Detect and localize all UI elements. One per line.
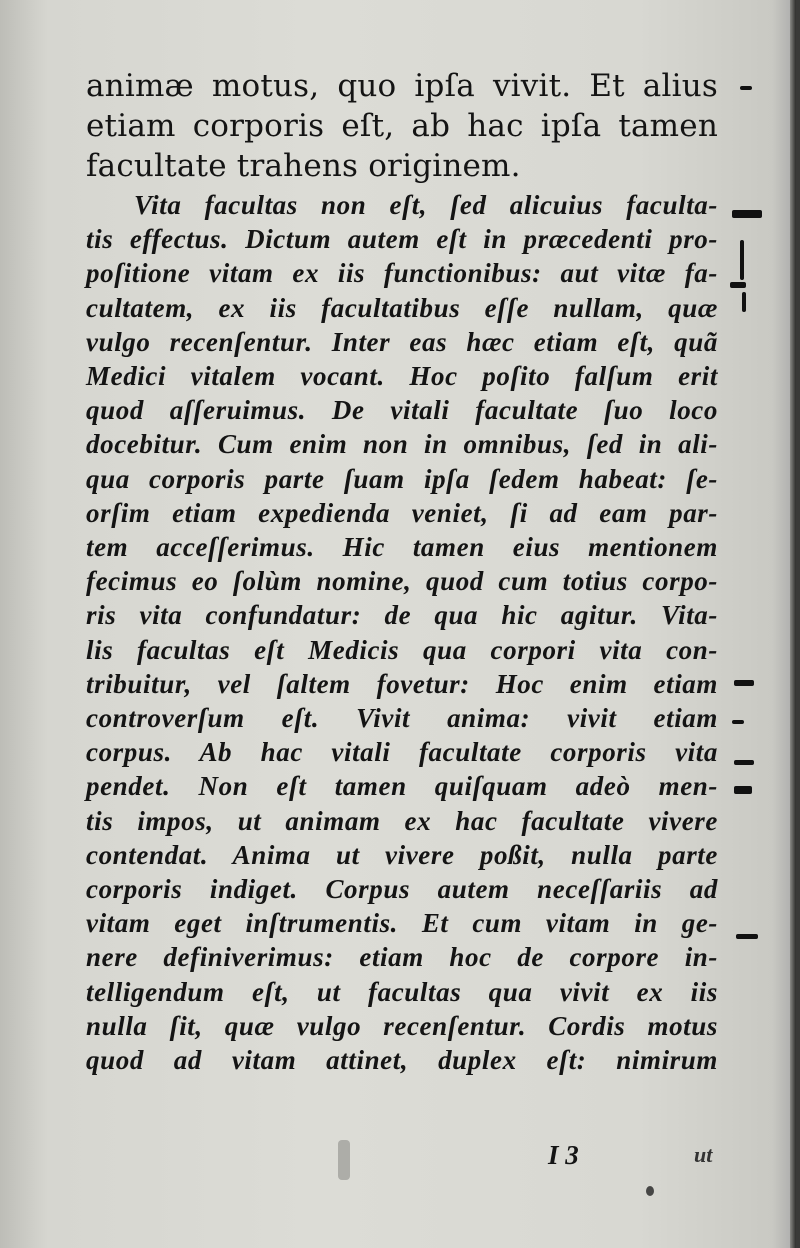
text-line: Medici vitalem vocant. Hoc poſito falſum erit [86,361,718,392]
text-line: animæ motus, quo ipſa vivit. Et alius [86,68,718,104]
text-line: controverſum eſt. Vivit anima: vivit etiam [86,703,718,734]
text-line: ris vita confundatur: de qua hic agitur. Vita- [86,600,718,631]
paper-stain [646,1186,654,1196]
page-text [86,66,726,1077]
margin-mark [730,282,746,288]
text-line: vulgo recenſentur. Inter eas hæc etiam eſt, quã [86,326,718,357]
margin-mark [742,292,746,312]
text-line: tribuitur, vel ſaltem fovetur: Hoc enim etiam [86,668,718,699]
text-line: corpus. Ab hac vitali facultate corporis vita [86,737,718,768]
paper-stain [338,1140,350,1180]
text-line: fecimus eo ſolùm nomine, quod cum totius corpo- [86,566,718,597]
text-line: etiam corporis eſt, ab hac ipſa tamen [86,108,718,144]
margin-mark [732,720,744,724]
text-line: tis impos, ut animam ex hac facultate vivere [86,805,718,836]
catchword: ut [694,1142,713,1167]
text-line: docebitur. Cum enim non in omnibus, ſed in ali- [86,429,718,460]
margin-mark [740,240,744,280]
text-line: tis effectus. Dictum autem eſt in præcedenti pro- [86,224,718,255]
text-line: vitam eget inſtrumentis. Et cum vitam in ge- [86,908,718,939]
margin-mark [732,210,762,218]
text-line: cultatem, ex iis facultatibus eſſe nullam, quæ [86,292,718,323]
text-line: facultate trahens originem. [86,148,521,184]
text-line: corporis indiget. Corpus autem neceſſariis ad [86,874,718,905]
text-line: poſitione vitam ex iis functionibus: aut vitæ fa- [86,258,718,289]
text-line: nulla ſit, quæ vulgo recenſentur. Cordis motus [86,1010,718,1041]
margin-mark [736,934,758,939]
margin-mark [734,786,752,794]
text-line: Vita facultas non eſt, ſed alicuius faculta- [134,190,718,220]
text-line: pendet. Non eſt tamen quiſquam adeò men- [86,771,718,802]
text-line: lis facultas eſt Medicis qua corpori vita con- [86,634,718,665]
text-line: quod aſſeruimus. De vitali facultate ſuo loco [86,395,718,426]
page-footer [548,1140,748,1180]
margin-mark [740,86,752,90]
text-line: quod ad vitam attinet, duplex eſt: nimirum [86,1045,718,1076]
text-line: orſim etiam expedienda veniet, ſi ad eam par- [86,497,718,528]
margin-mark [734,680,754,686]
text-line: tem acceſſerimus. Hic tamen eius mentionem [86,532,718,563]
text-line: nere definiverimus: etiam hoc de corpore in- [86,942,718,973]
margin-mark [734,760,754,765]
signature-mark: I 3 [548,1140,579,1170]
text-line: contendat. Anima ut vivere poßit, nulla parte [86,839,718,870]
text-line: telligendum eſt, ut facultas qua vivit ex iis [86,976,718,1007]
text-line: qua corporis parte ſuam ipſa ſedem habeat: ſe- [86,463,718,494]
